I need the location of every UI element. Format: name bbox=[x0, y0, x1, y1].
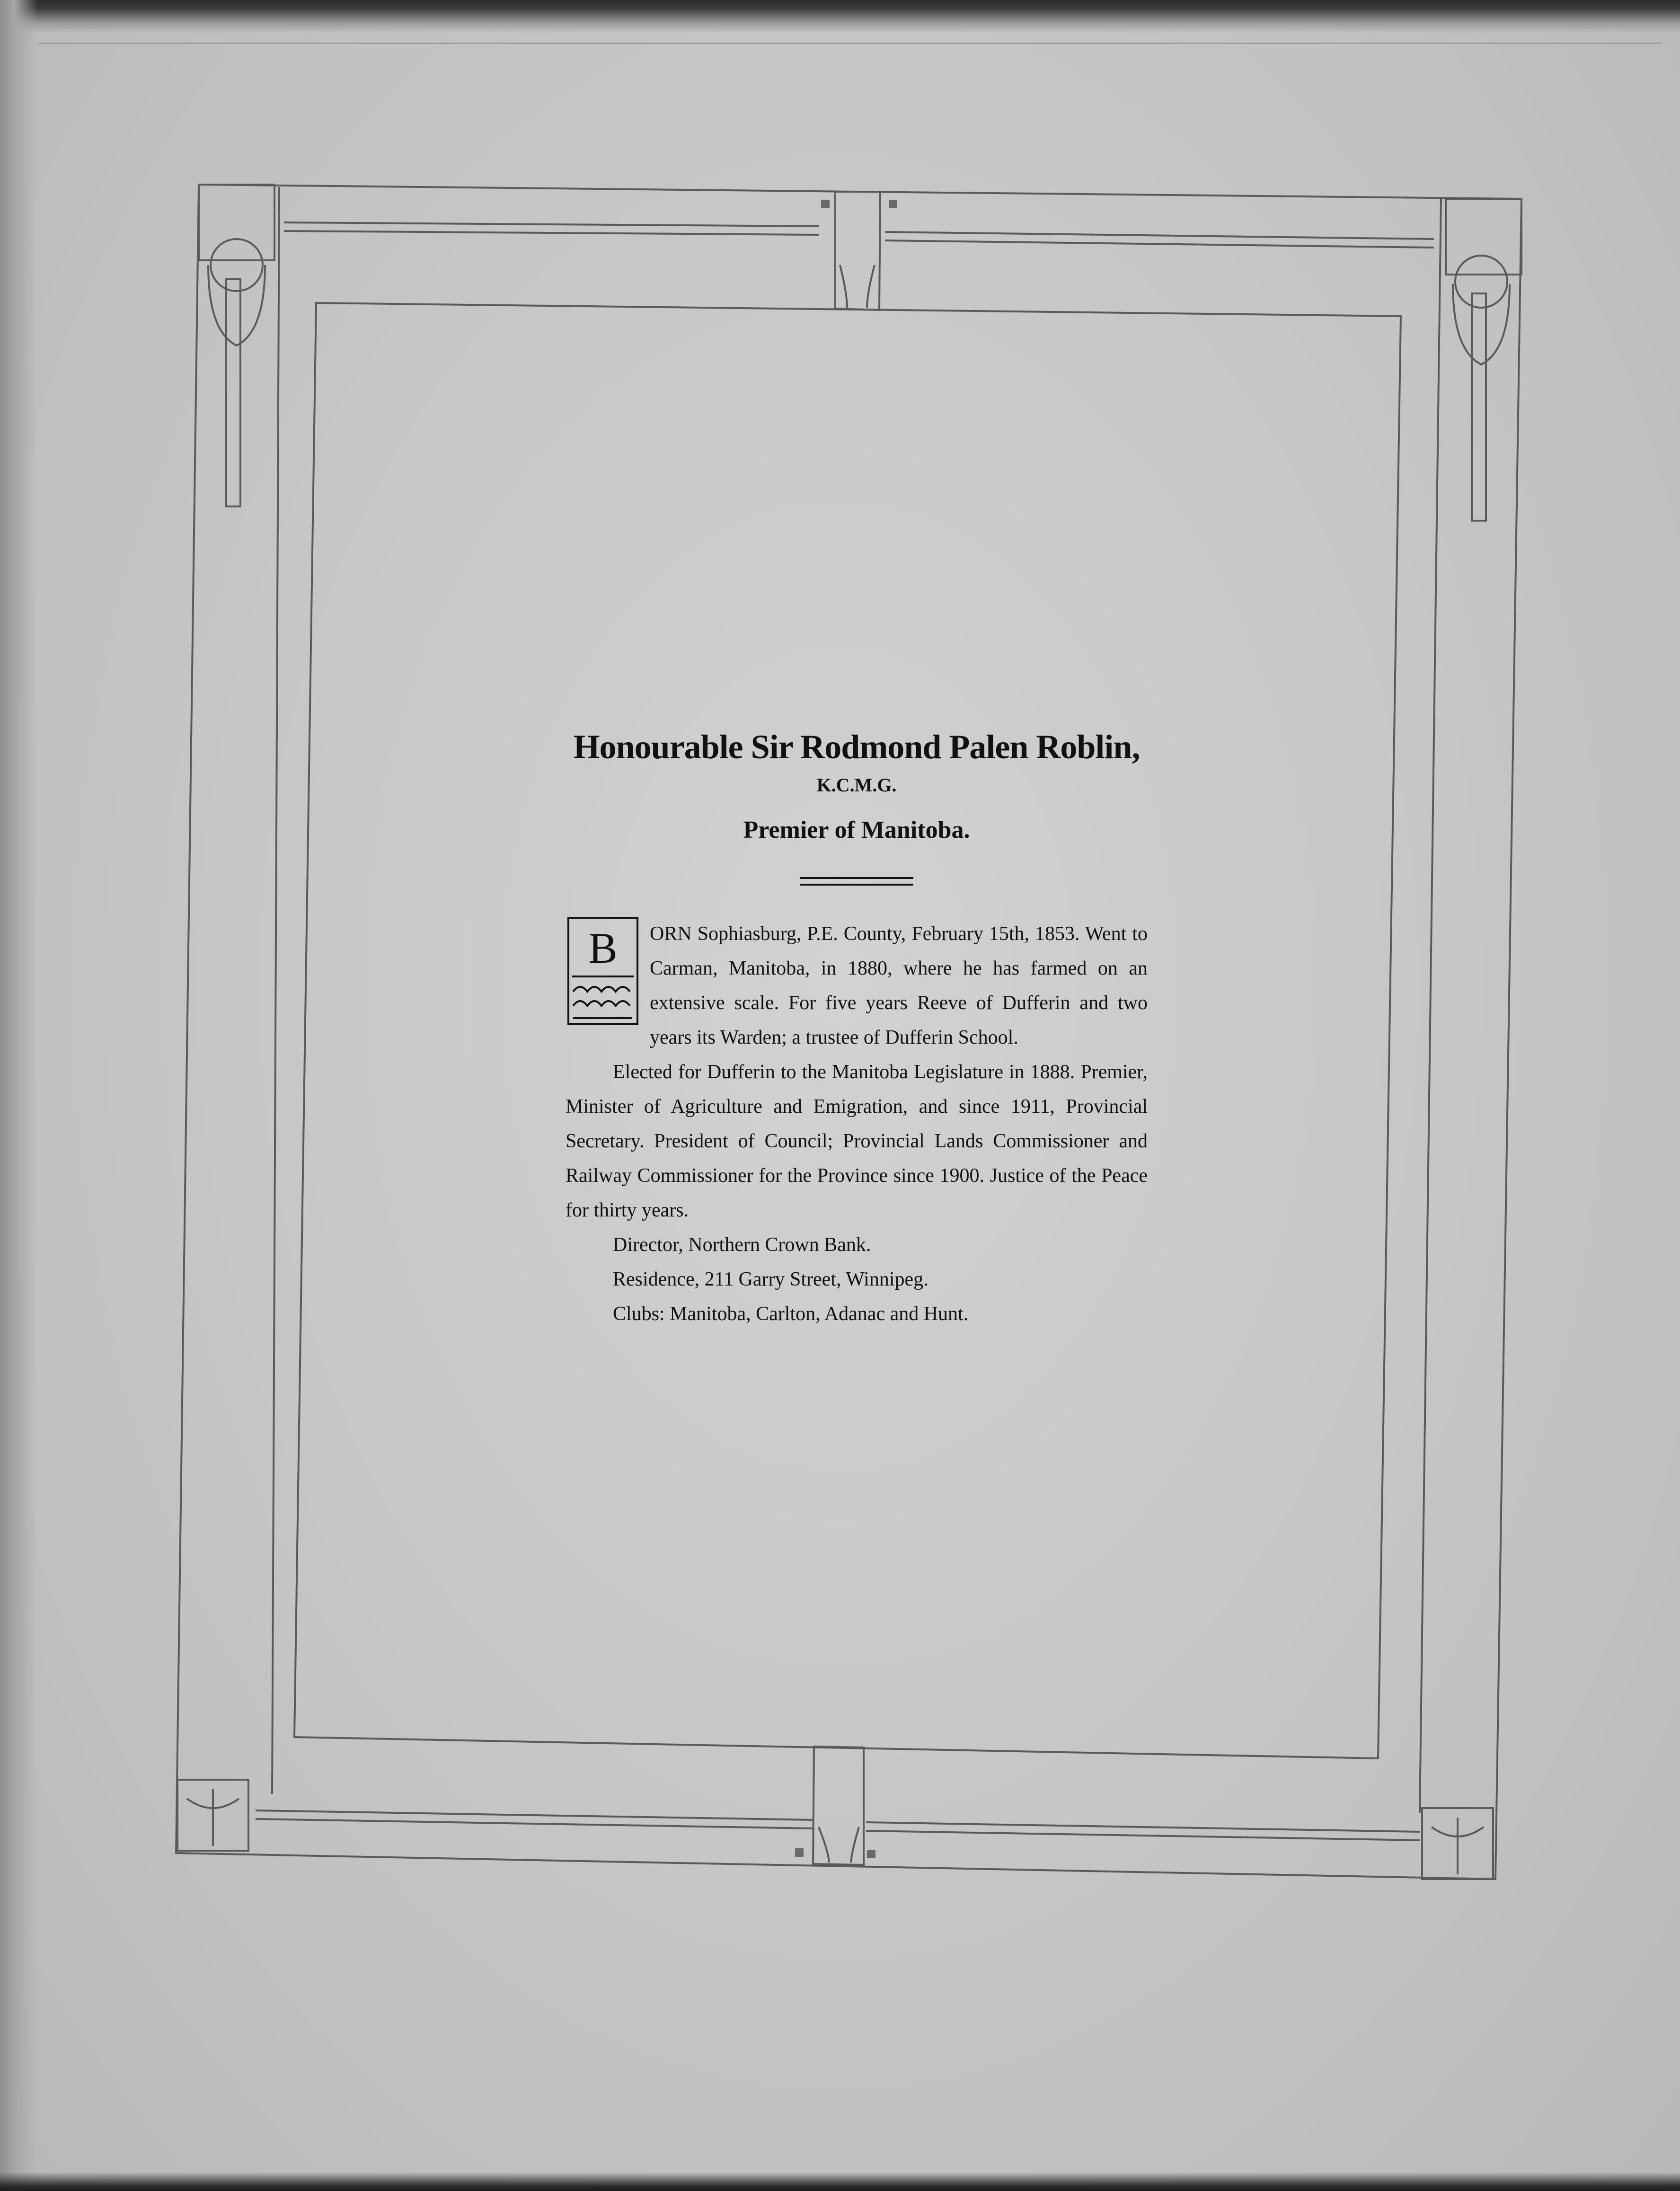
biography-text bbox=[566, 917, 1148, 1331]
top-left-corner-ornament bbox=[199, 185, 274, 260]
biography-panel bbox=[566, 727, 1148, 1331]
drop-cap-ornament-icon bbox=[572, 976, 634, 1020]
top-rail bbox=[284, 222, 1434, 239]
residence-line: Residence, 211 Garry Street, Winnipeg. bbox=[613, 1268, 928, 1291]
top-rail-inner bbox=[284, 231, 1434, 248]
drop-cap bbox=[567, 917, 638, 1025]
clubs-line: Clubs: Manitoba, Carlton, Adanac and Hunt. bbox=[613, 1303, 969, 1325]
drop-cap-letter: B bbox=[588, 924, 618, 973]
honours-line: K.C.M.G. bbox=[816, 774, 897, 796]
biography-paragraph-1: ORN Sophiasburg, P.E. County, February 15th, 1853. Went to Carman, Manitoba, in 1880, where he has farmed on an extensive scale. For five years Reeve of Dufferin and two years its Warden; a trustee of Dufferin School. bbox=[650, 923, 1148, 1049]
biography-paragraph-2: Elected for Dufferin to the Manitoba Legislature in 1888. Premier, Minister of Agriculture and Emigration, and since 1911, Provincial Secretary. President of Council; Provincial Lands Commissioner and Railway Commissioner for the Province since 1900. Justice of the Peace for thirty years. bbox=[566, 1061, 1148, 1222]
position-line: Premier of Manitoba. bbox=[743, 816, 970, 844]
double-rule-divider bbox=[800, 877, 913, 879]
page-title: Honourable Sir Rodmond Palen Roblin, bbox=[573, 728, 1140, 766]
top-center-ornament bbox=[835, 192, 880, 310]
top-right-corner-ornament bbox=[1446, 199, 1521, 275]
director-line: Director, Northern Crown Bank. bbox=[613, 1234, 871, 1256]
bottom-center-ornament bbox=[813, 1747, 864, 1865]
